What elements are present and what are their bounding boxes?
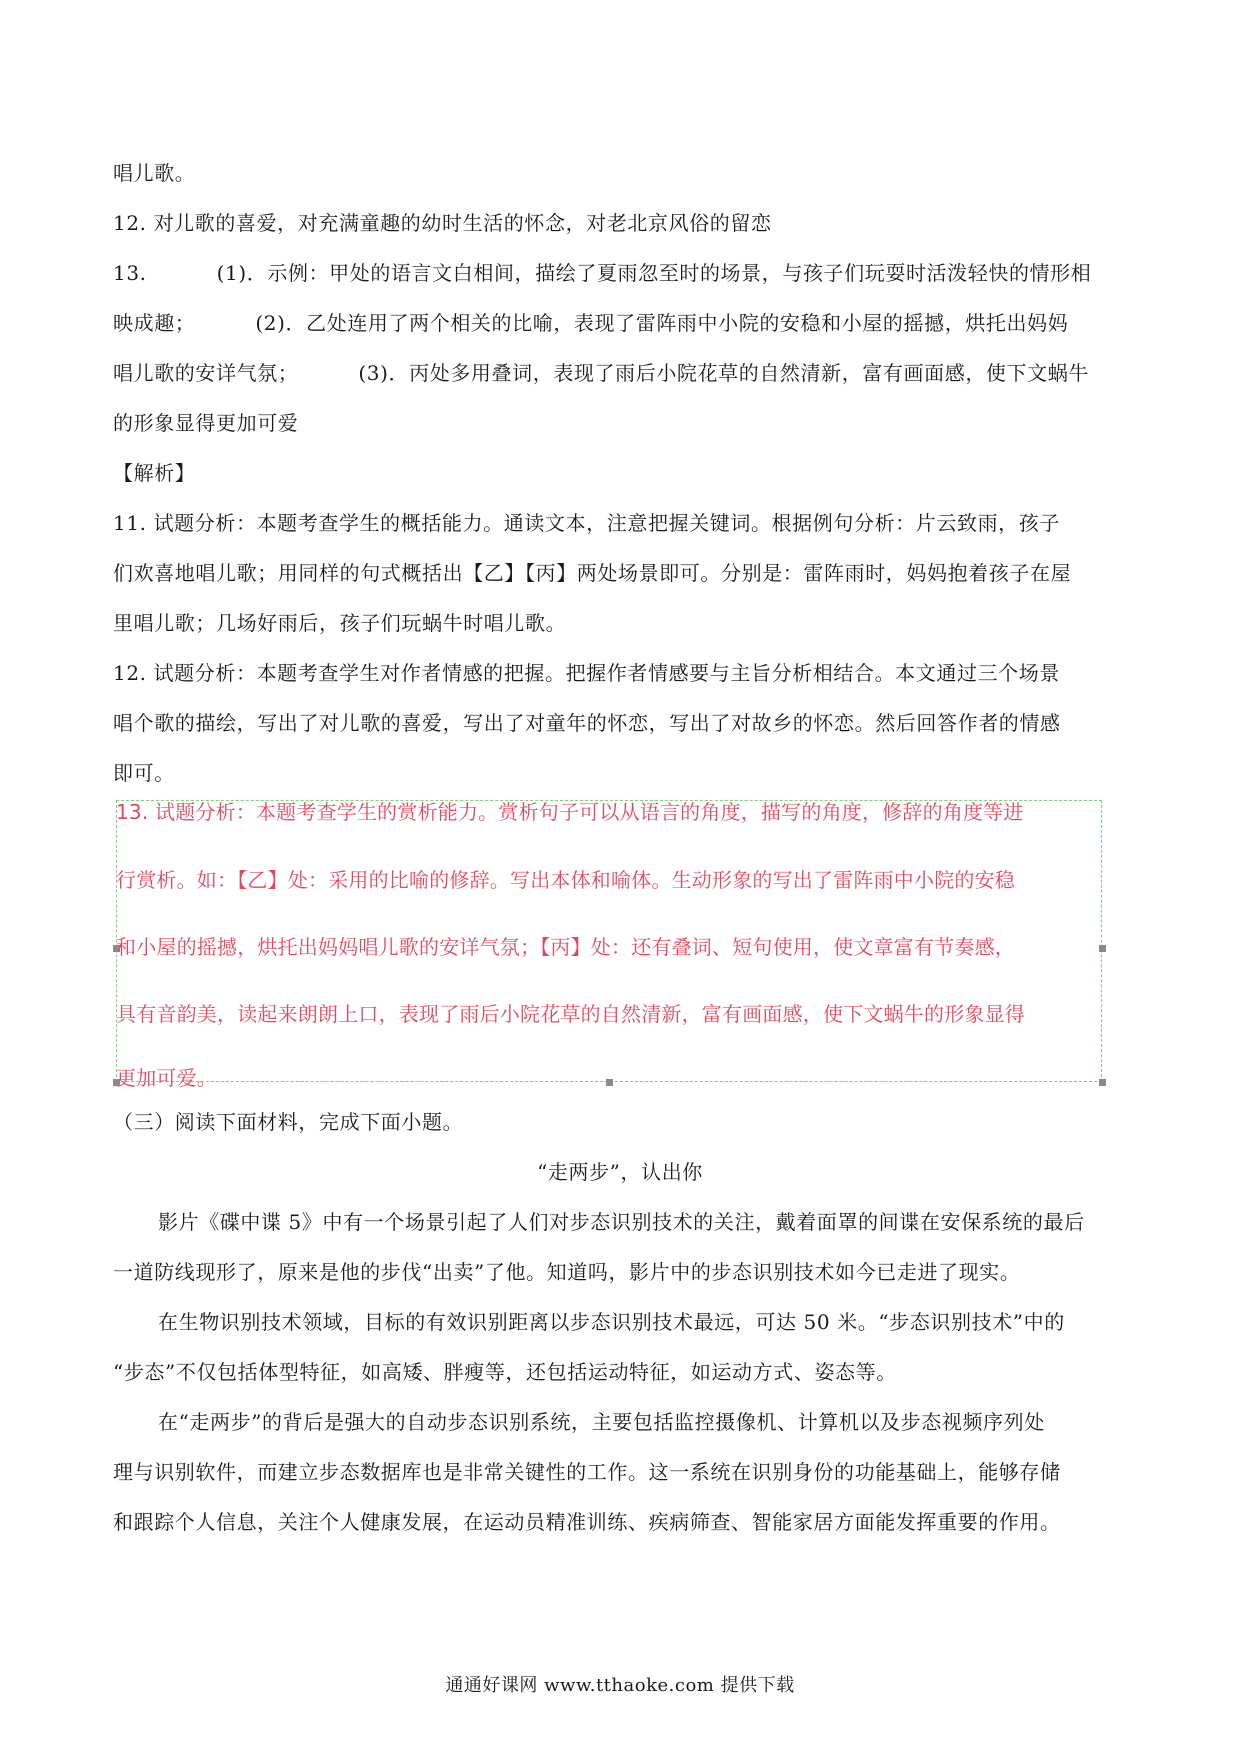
article-paragraph-line: 在“走两步”的背后是强大的自动步态识别系统，主要包括监控摄像机、计算机以及步态视频序列处 [158, 1410, 1045, 1434]
answer-13-line [113, 261, 1133, 285]
answer-13-text: 唱儿歌的安详气氛； [113, 361, 299, 385]
answer-13-number: 13. [113, 261, 147, 285]
section-heading: （三）阅读下面材料，完成下面小题。 [113, 1110, 464, 1134]
analysis-12-line: 即可。 [113, 761, 175, 785]
analysis-11-line: 里唱儿歌；几场好雨后，孩子们玩蜗牛时唱儿歌。 [113, 611, 567, 635]
analysis-13-line: 行赏析。如：【乙】处：采用的比喻的修辞。写出本体和喻体。生动形象的写出了雷阵雨中小院的安稳 [116, 868, 1015, 892]
article-paragraph-line: 影片《碟中谍 5》中有一个场景引起了人们对步态识别技术的关注，戴着面罩的间谍在安保系统的最后 [158, 1210, 1085, 1234]
article-title: “走两步”，认出你 [537, 1160, 703, 1184]
analysis-13-line: 13. 试题分析：本题考查学生的赏析能力。赏析句子可以从语言的角度，描写的角度，修辞的角度等进 [116, 800, 1024, 824]
article-paragraph-line: “步态”不仅包括体型特征，如高矮、胖瘦等，还包括运动特征，如运动方式、姿态等。 [113, 1360, 897, 1384]
article-paragraph-line: 在生物识别技术领域，目标的有效识别距离以步态识别技术最远，可达 50 米。“步态识别技术”中的 [158, 1310, 1065, 1334]
article-paragraph-line: 和跟踪个人信息，关注个人健康发展，在运动员精准训练、疾病筛查、智能家居方面能发挥重要的作用。 [113, 1510, 1061, 1534]
analysis-13-line: 具有音韵美，读起来朗朗上口，表现了雨后小院花草的自然清新，富有画面感，使下文蜗牛的形象显得 [116, 1002, 1025, 1026]
page-footer: 通通好课网 www.tthaoke.com 提供下载 [445, 1675, 795, 1696]
analysis-13-line: 和小屋的摇撼，烘托出妈妈唱儿歌的安详气氛；【丙】处：还有叠词、短句使用，使文章富有节奏感， [116, 935, 1015, 959]
answer-text-line: 唱儿歌。 [113, 161, 196, 185]
analysis-12-line: 唱个歌的描绘，写出了对儿歌的喜爱，写出了对童年的怀恋，写出了对故乡的怀恋。然后回答作者的情感 [113, 711, 1061, 735]
analysis-heading: 【解析】 [113, 461, 196, 485]
article-paragraph-line: 一道防线现形了，原来是他的步伐“出卖”了他。知道吗，影片中的步态识别技术如今已走进了现实。 [113, 1260, 1021, 1284]
answer-13-part2: (2)．乙处连用了两个相关的比喻，表现了雷阵雨中小院的安稳和小屋的摇撼，烘托出妈妈 [255, 311, 1069, 335]
answer-13-line: 的形象显得更加可爱 [113, 411, 299, 435]
answer-13-part3: (3)．丙处多用叠词，表现了雨后小院花草的自然清新，富有画面感，使下文蜗牛 [358, 361, 1089, 385]
answer-13-line [113, 311, 1133, 335]
analysis-12-line: 12. 试题分析：本题考查学生对作者情感的把握。把握作者情感要与主旨分析相结合。本文通过三个场景 [113, 661, 1060, 685]
analysis-13-line: 更加可爱。 [116, 1066, 217, 1090]
answer-13-part1: (1)．示例：甲处的语言文白相间，描绘了夏雨忽至时的场景，与孩子们玩耍时活泼轻快的情形相 [216, 261, 1092, 285]
article-paragraph-line: 理与识别软件，而建立步态数据库也是非常关键性的工作。这一系统在识别身份的功能基础上，能够存储 [113, 1460, 1061, 1484]
analysis-11-line: 11. 试题分析：本题考查学生的概括能力。通读文本，注意把握关键词。根据例句分析：片云致雨，孩子 [113, 511, 1060, 535]
answer-13-text: 映成趣； [113, 311, 196, 335]
analysis-11-line: 们欢喜地唱儿歌；用同样的句式概括出【乙】【丙】两处场景即可。分别是：雷阵雨时，妈妈抱着孩子在屋 [113, 561, 1072, 585]
answer-12: 12. 对儿歌的喜爱，对充满童趣的幼时生活的怀念，对老北京风俗的留恋 [113, 211, 772, 235]
answer-13-line [113, 361, 1133, 385]
